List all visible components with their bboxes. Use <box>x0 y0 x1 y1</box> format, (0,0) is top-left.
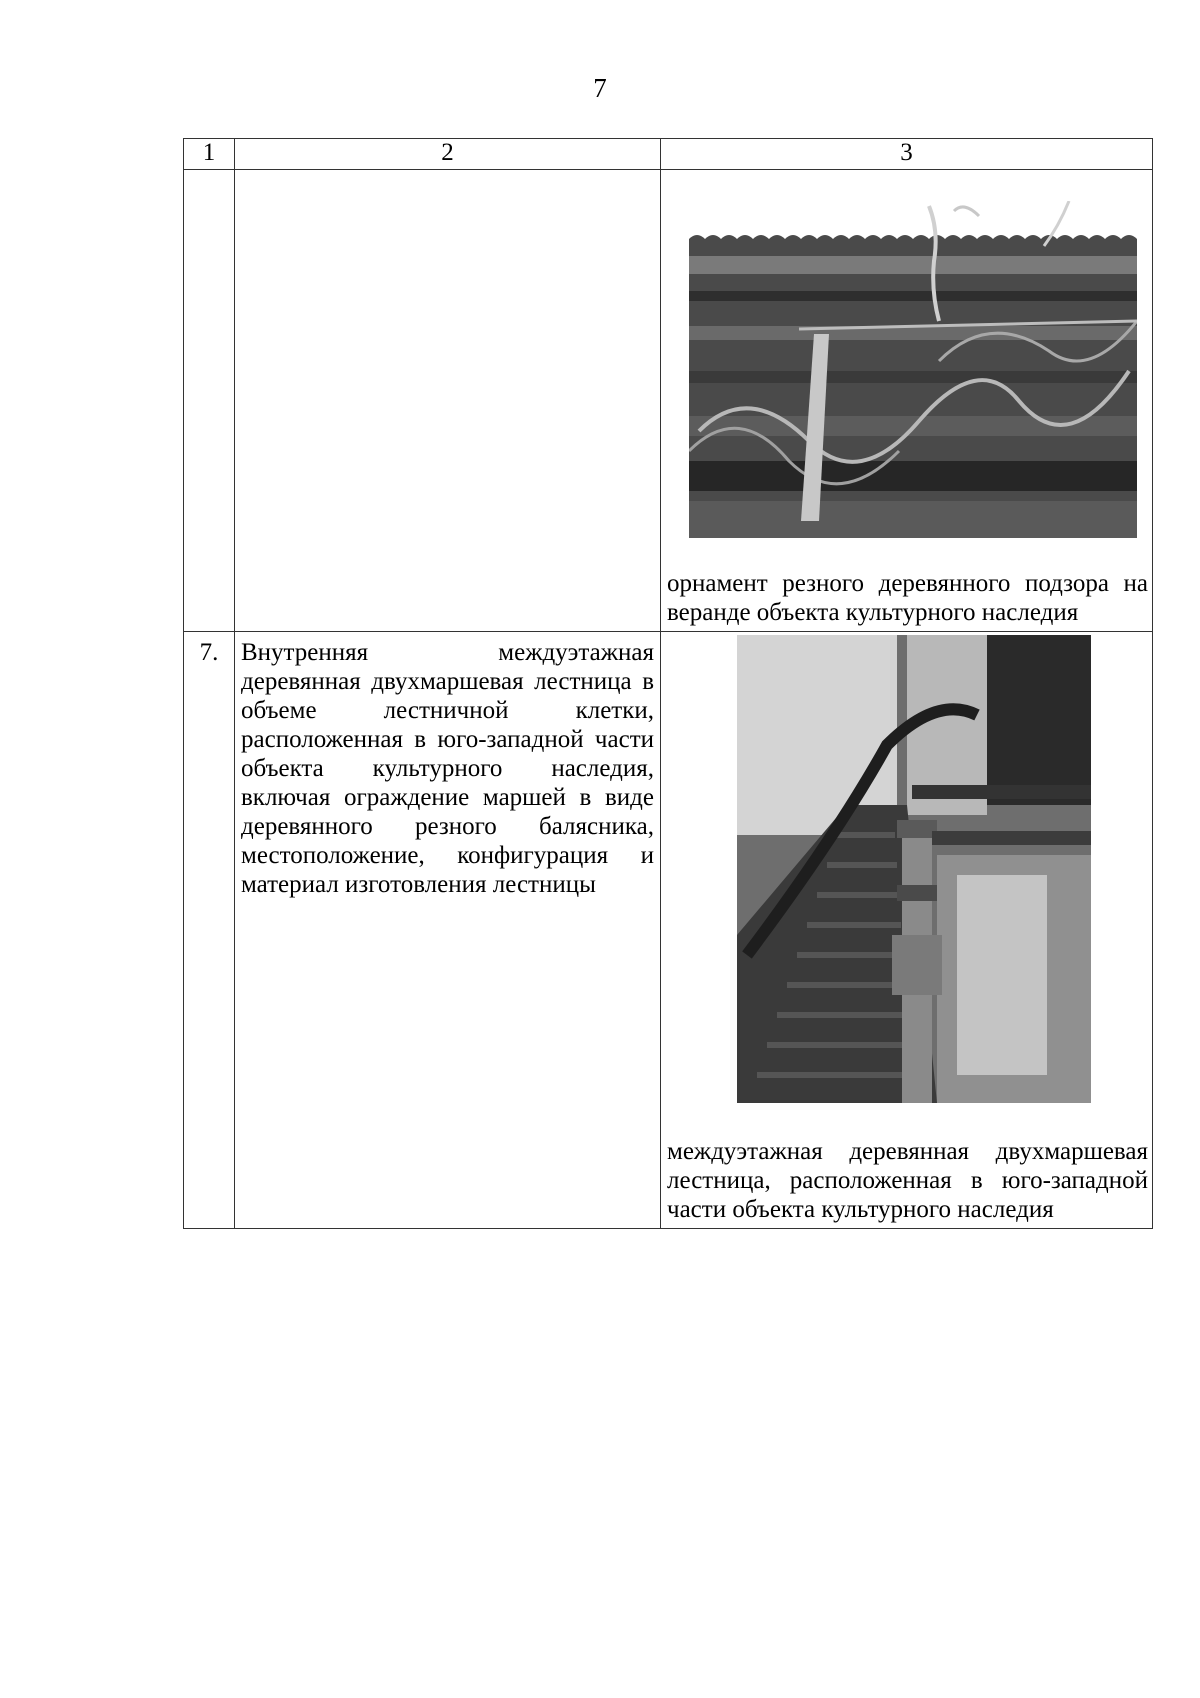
page-number: 7 <box>593 73 607 103</box>
heritage-elements-table <box>183 138 1153 1229</box>
table-header-row <box>184 139 1153 170</box>
row-description: Внутренняя междуэтажная деревянная двухмаршевая лестница в объеме лестничной клетки, расположенная в юго-западной части объекта культурного наследия, включая ограждение маршей в виде деревянного резного балясника, местоположение, конфигурация и материал изготовления лестницы <box>235 632 661 1229</box>
staircase-photo <box>737 635 1091 1103</box>
header-col-2: 2 <box>235 139 661 170</box>
carved-valance-photo <box>689 201 1137 538</box>
table-row-continued <box>184 170 1153 632</box>
header-col-1: 1 <box>184 139 235 170</box>
row-number: 7. <box>184 632 235 1229</box>
table-row-7 <box>184 632 1153 1229</box>
staircase-caption: междуэтажная деревянная двухмаршевая лестница, расположенная в юго-западной части объекта культурного наследия <box>667 1138 1148 1223</box>
valance-caption: орнамент резного деревянного подзора на веранде объекта культурного наследия <box>667 570 1148 626</box>
header-col-3: 3 <box>661 139 1153 170</box>
row-image-cell <box>661 632 1153 1229</box>
row-description-empty <box>235 170 661 632</box>
row-number-empty <box>184 170 235 632</box>
row-image-cell <box>661 170 1153 632</box>
